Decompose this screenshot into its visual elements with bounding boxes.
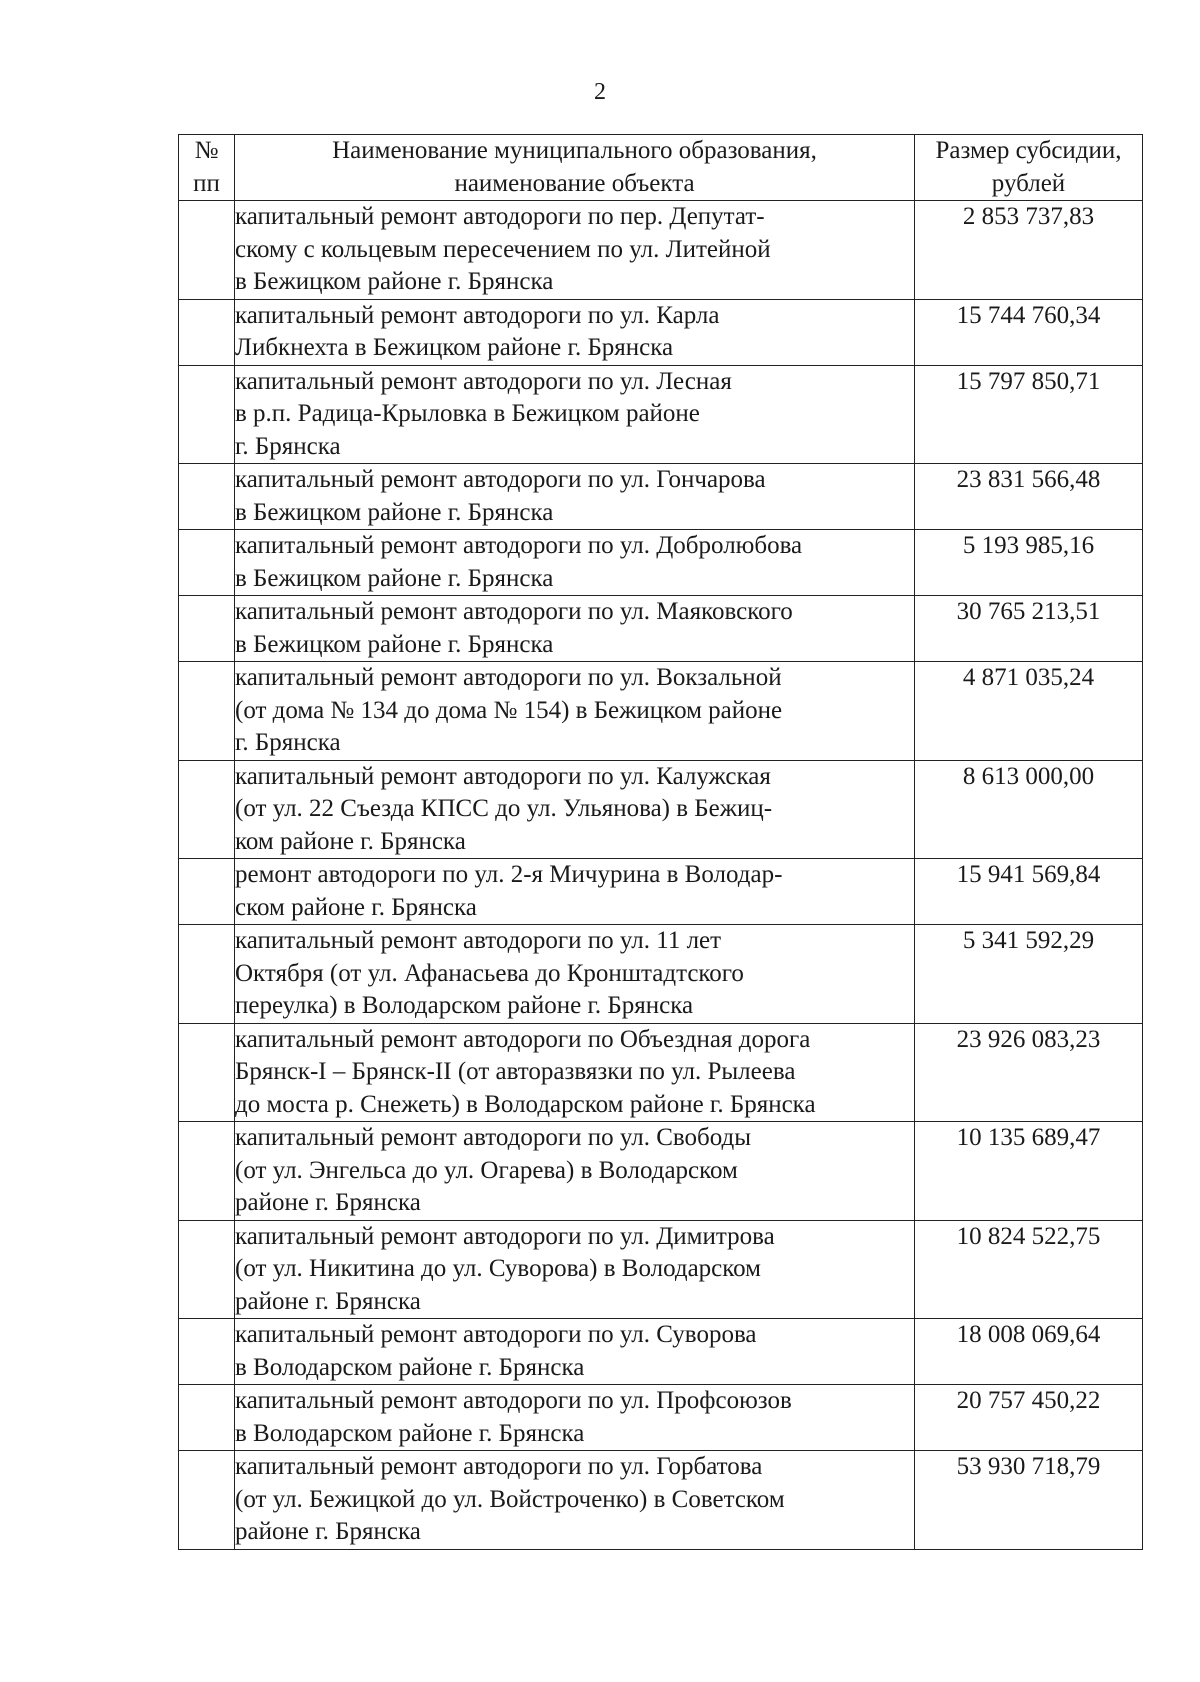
table-row: [179, 859, 1143, 925]
object-name-line: капитальный ремонт автодороги по Объездная дорога: [235, 1025, 811, 1053]
row-number-cell: [179, 760, 235, 859]
table-row: [179, 464, 1143, 530]
object-name-line: капитальный ремонт автодороги по ул. Вокзальной: [235, 664, 782, 691]
object-name-line: в Бежицком районе г. Брянска: [235, 498, 554, 526]
table-body: [179, 201, 1143, 1550]
header-name-line: Наименование муниципального образования,: [332, 137, 817, 164]
table-row: [179, 925, 1143, 1024]
object-name-cell: [235, 925, 915, 1024]
object-name-line: капитальный ремонт автодороги по ул. Димитрова: [235, 1222, 775, 1250]
header-amount: [915, 135, 1143, 201]
row-number-cell: [179, 1220, 235, 1319]
subsidy-amount-cell: 4 871 035,24: [915, 662, 1143, 761]
object-name-cell: [235, 1122, 915, 1221]
subsidy-amount-cell: 5 341 592,29: [915, 925, 1143, 1024]
subsidy-amount-cell: 15 797 850,71: [915, 365, 1143, 464]
object-name-line: капитальный ремонт автодороги по ул. Калужская: [235, 762, 771, 790]
row-number-cell: [179, 925, 235, 1024]
subsidy-amount-cell: 23 926 083,23: [915, 1023, 1143, 1122]
object-name-line: переулка) в Володарском районе г. Брянска: [235, 992, 694, 1019]
object-name-line: в Бежицком районе г. Брянска: [235, 268, 554, 295]
object-name-line: Октября (от ул. Афанасьева до Кронштадтского: [235, 959, 744, 987]
object-name-line: ком районе г. Брянска: [235, 827, 466, 855]
table-row: [179, 1023, 1143, 1122]
object-name-cell: [235, 662, 915, 761]
header-number-line: пп: [193, 169, 220, 197]
object-name-cell: [235, 760, 915, 859]
page-number: 2: [594, 79, 606, 105]
object-name-line: (от ул. Бежицкой до ул. Войстроченко) в Советском: [235, 1485, 785, 1513]
table-row: [179, 1220, 1143, 1319]
object-name-line: в Володарском районе г. Брянска: [235, 1353, 585, 1381]
row-number-cell: [179, 662, 235, 761]
subsidy-amount-cell: 53 930 718,79: [915, 1451, 1143, 1550]
object-name-cell: [235, 596, 915, 662]
subsidy-amount-cell: 30 765 213,51: [915, 596, 1143, 662]
object-name-cell: [235, 201, 915, 300]
table-row: [179, 365, 1143, 464]
object-name-line: ском районе г. Брянска: [235, 893, 477, 921]
row-number-cell: [179, 1122, 235, 1221]
object-name-line: капитальный ремонт автодороги по ул. Маяковского: [235, 598, 793, 625]
subsidy-table: [178, 134, 1143, 1550]
object-name-cell: [235, 1220, 915, 1319]
object-name-line: г. Брянска: [235, 432, 341, 460]
table-row: [179, 662, 1143, 761]
row-number-cell: [179, 299, 235, 365]
object-name-line: г. Брянска: [235, 729, 341, 756]
row-number-cell: [179, 1385, 235, 1451]
header-name-line: наименование объекта: [454, 169, 695, 197]
object-name-cell: [235, 1023, 915, 1122]
object-name-line: (от ул. 22 Съезда КПСС до ул. Ульянова) в Бежиц-: [235, 795, 773, 822]
subsidy-amount-cell: 10 824 522,75: [915, 1220, 1143, 1319]
object-name-cell: [235, 530, 915, 596]
table-row: [179, 760, 1143, 859]
header-amount-line: рублей: [991, 169, 1066, 197]
object-name-line: скому с кольцевым пересечением по ул. Литейной: [235, 235, 771, 263]
subsidy-amount-cell: 2 853 737,83: [915, 201, 1143, 300]
object-name-cell: [235, 1385, 915, 1451]
object-name-cell: [235, 365, 915, 464]
object-name-line: капитальный ремонт автодороги по ул. Суворова: [235, 1321, 757, 1348]
object-name-line: (от дома № 134 до дома № 154) в Бежицком районе: [235, 696, 783, 724]
table-row: [179, 1385, 1143, 1451]
row-number-cell: [179, 464, 235, 530]
table-header-row: [179, 135, 1143, 201]
object-name-line: в Володарском районе г. Брянска: [235, 1419, 585, 1447]
subsidy-amount-cell: 20 757 450,22: [915, 1385, 1143, 1451]
header-number: [179, 135, 235, 201]
object-name-line: (от ул. Энгельса до ул. Огарева) в Володарском: [235, 1156, 738, 1184]
subsidy-amount-cell: 23 831 566,48: [915, 464, 1143, 530]
object-name-line: районе г. Брянска: [235, 1189, 421, 1216]
header-amount-line: Размер субсидии,: [935, 137, 1122, 164]
subsidy-amount-cell: 10 135 689,47: [915, 1122, 1143, 1221]
object-name-line: районе г. Брянска: [235, 1287, 421, 1315]
table-row: [179, 596, 1143, 662]
object-name-cell: [235, 859, 915, 925]
object-name-line: капитальный ремонт автодороги по ул. Горбатова: [235, 1453, 763, 1480]
header-number-line: №: [194, 137, 219, 164]
table-row: [179, 1122, 1143, 1221]
table-row: [179, 530, 1143, 596]
object-name-line: капитальный ремонт автодороги по ул. 11 лет: [235, 927, 722, 954]
subsidy-amount-cell: 18 008 069,64: [915, 1319, 1143, 1385]
object-name-cell: [235, 1451, 915, 1550]
row-number-cell: [179, 530, 235, 596]
object-name-cell: [235, 464, 915, 530]
object-name-line: ремонт автодороги по ул. 2-я Мичурина в Володар-: [235, 861, 783, 888]
header-name: [235, 135, 915, 201]
object-name-line: капитальный ремонт автодороги по пер. Депутат-: [235, 203, 765, 230]
object-name-line: капитальный ремонт автодороги по ул. Добролюбова: [235, 532, 803, 559]
table-row: [179, 1319, 1143, 1385]
object-name-line: капитальный ремонт автодороги по ул. Карла: [235, 301, 720, 329]
object-name-line: (от ул. Никитина до ул. Суворова) в Володарском: [235, 1255, 762, 1282]
row-number-cell: [179, 1023, 235, 1122]
row-number-cell: [179, 859, 235, 925]
object-name-line: капитальный ремонт автодороги по ул. Лесная: [235, 367, 732, 395]
subsidy-amount-cell: 8 613 000,00: [915, 760, 1143, 859]
table-row: [179, 299, 1143, 365]
object-name-cell: [235, 299, 915, 365]
row-number-cell: [179, 1319, 235, 1385]
object-name-line: до моста р. Снежеть) в Володарском районе г. Брянска: [235, 1090, 816, 1118]
row-number-cell: [179, 596, 235, 662]
object-name-line: Брянск-I – Брянск-II (от авторазвязки по ул. Рылеева: [235, 1058, 796, 1085]
object-name-line: районе г. Брянска: [235, 1518, 421, 1545]
object-name-line: в Бежицком районе г. Брянска: [235, 630, 554, 658]
subsidy-amount-cell: 15 941 569,84: [915, 859, 1143, 925]
subsidy-amount-cell: 5 193 985,16: [915, 530, 1143, 596]
row-number-cell: [179, 1451, 235, 1550]
object-name-line: капитальный ремонт автодороги по ул. Профсоюзов: [235, 1387, 792, 1414]
row-number-cell: [179, 365, 235, 464]
object-name-line: в р.п. Радица-Крыловка в Бежицком районе: [235, 400, 700, 427]
table-row: [179, 201, 1143, 300]
table-row: [179, 1451, 1143, 1550]
object-name-cell: [235, 1319, 915, 1385]
object-name-line: капитальный ремонт автодороги по ул. Свободы: [235, 1124, 752, 1151]
row-number-cell: [179, 201, 235, 300]
object-name-line: в Бежицком районе г. Брянска: [235, 564, 554, 592]
object-name-line: Либкнехта в Бежицком районе г. Брянска: [235, 334, 674, 361]
object-name-line: капитальный ремонт автодороги по ул. Гончарова: [235, 466, 766, 493]
subsidy-amount-cell: 15 744 760,34: [915, 299, 1143, 365]
